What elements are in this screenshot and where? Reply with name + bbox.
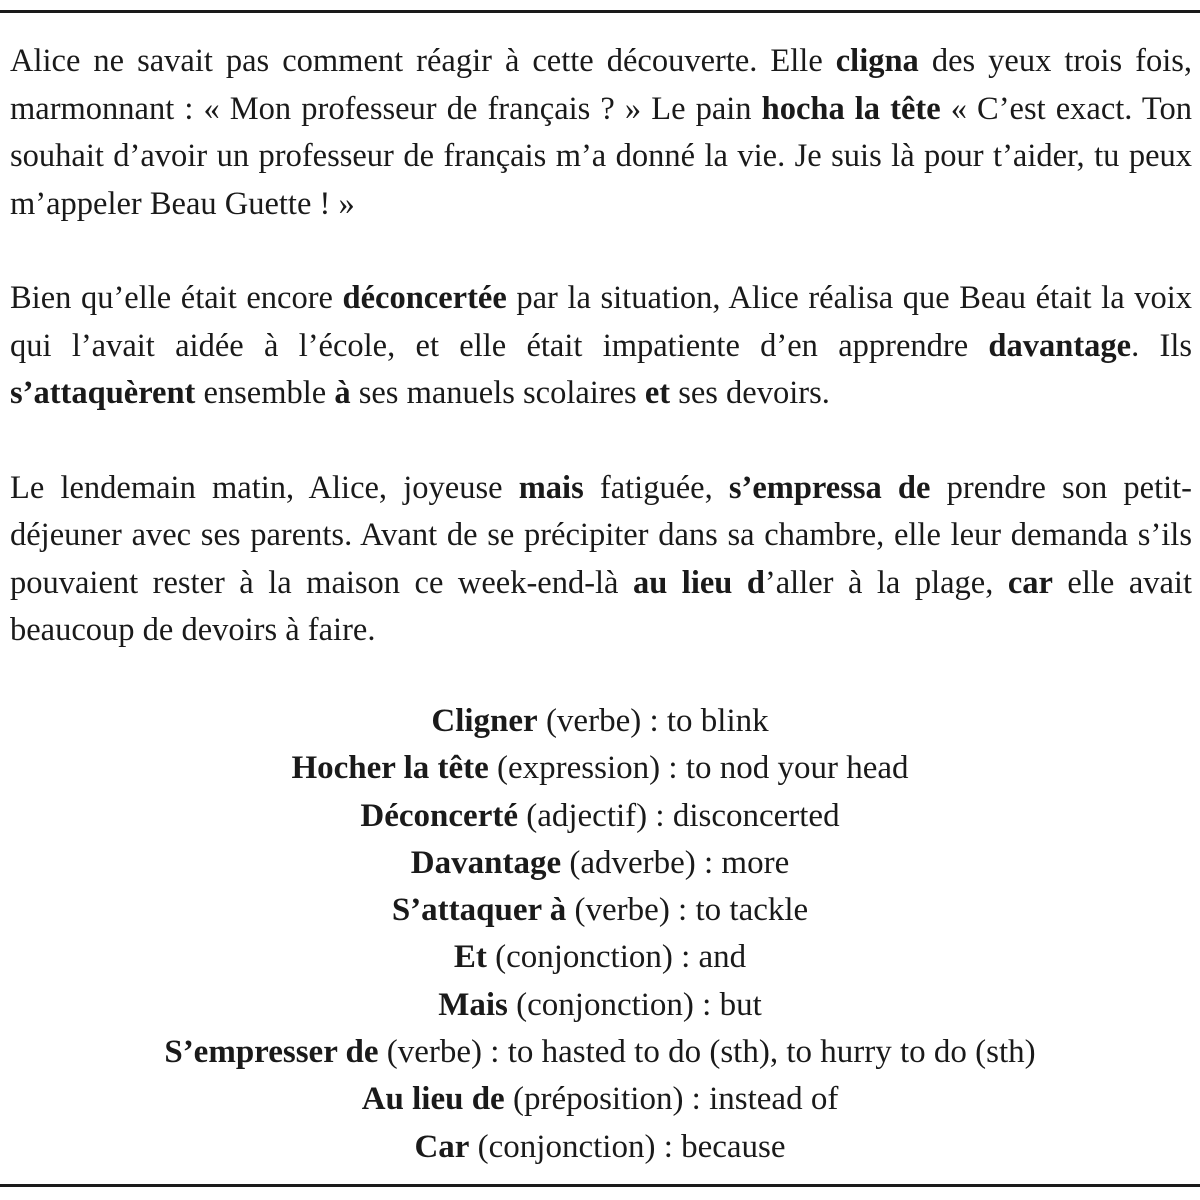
glossary-entry [0, 840, 1200, 887]
glossary-definition: (conjonction) : and [486, 939, 747, 976]
highlighted-vocabulary-word: au lieu d [632, 564, 765, 601]
story-text-run: ses devoirs. [670, 375, 830, 411]
story-text-run: des yeux trois fois, marmonnant : « Mon professeur de français ? » Le pain [10, 43, 1192, 127]
story-text-run: « C’est exact. Ton souhait d’avoir un professeur de français m’a donné la vie. Je suis là pour t’aider, tu peux m’appeler Beau Guette ! » [10, 90, 1192, 222]
glossary-entry [0, 745, 1200, 792]
glossary-term: Mais [438, 986, 508, 1023]
story-text-run: fatiguée, [583, 469, 729, 506]
glossary-definition: (conjonction) : but [507, 986, 762, 1023]
glossary-definition: (préposition) : instead of [504, 1081, 839, 1118]
glossary-definition: (adjectif) : disconcerted [517, 797, 840, 834]
highlighted-vocabulary-word: et [644, 375, 671, 411]
highlighted-vocabulary-word: cligna [835, 43, 919, 79]
glossary-entry [0, 982, 1200, 1029]
glossary-definition: (expression) : to nod your head [488, 750, 909, 787]
highlighted-vocabulary-word: davantage [988, 327, 1132, 364]
story-paragraph-2 [10, 275, 1192, 418]
top-rule [0, 10, 1200, 13]
glossary-entry [0, 793, 1200, 840]
story-paragraph-1 [10, 38, 1192, 228]
glossary-term: Au lieu de [361, 1081, 505, 1118]
glossary-entry [0, 934, 1200, 981]
glossary-term: Cligner [431, 703, 538, 739]
glossary-entry [0, 698, 1200, 745]
highlighted-vocabulary-word: hocha la tête [761, 90, 941, 127]
story-paragraph-3 [10, 465, 1192, 655]
glossary-entry [0, 1076, 1200, 1123]
glossary-definition: (conjonction) : because [469, 1128, 786, 1165]
glossary-entry [0, 1029, 1200, 1076]
story-text-run: par la situation, Alice réalisa que Beau était la voix qui l’avait aidée à l’école, et elle était impatiente d’en apprendre [10, 280, 1192, 364]
vocabulary-glossary [0, 698, 1200, 1171]
story-text-run: elle avait beaucoup de devoirs à faire. [10, 564, 1192, 648]
story-text-run: prendre son petit-déjeuner avec ses parents. Avant de se précipiter dans sa chambre, elle leur demanda s’ils pouvaient rester à la maison ce week-end-là [10, 469, 1192, 601]
glossary-entry [0, 887, 1200, 934]
story-text-run: . Ils [1131, 327, 1192, 364]
story-text-run: ’aller à la plage, [764, 564, 1008, 601]
bottom-rule [0, 1184, 1200, 1187]
highlighted-vocabulary-word: car [1007, 564, 1053, 601]
highlighted-vocabulary-word: à [334, 375, 351, 411]
story-text-run: Le lendemain matin, Alice, joyeuse [10, 469, 519, 506]
glossary-term: S’empresser de [164, 1034, 379, 1071]
highlighted-vocabulary-word: s’empressa de [728, 469, 931, 506]
glossary-term: Et [453, 939, 487, 976]
story-text-run: Alice ne savait pas comment réagir à cette découverte. Elle [10, 43, 836, 79]
story-text-run: ses manuels scolaires [350, 375, 645, 411]
glossary-term: Déconcerté [360, 797, 518, 834]
story-text-run: Bien qu’elle était encore [10, 280, 343, 316]
glossary-definition: (verbe) : to hasted to do (sth), to hurry to do (sth) [378, 1034, 1036, 1071]
glossary-term: Car [414, 1128, 470, 1165]
glossary-definition: (verbe) : to tackle [566, 892, 809, 929]
glossary-term: Hocher la tête [291, 750, 489, 787]
highlighted-vocabulary-word: mais [518, 469, 584, 506]
glossary-entry [0, 1124, 1200, 1171]
glossary-definition: (adverbe) : more [561, 844, 790, 881]
story-text [10, 38, 1192, 702]
glossary-definition: (verbe) : to blink [537, 703, 769, 739]
story-text-run: ensemble [195, 375, 335, 411]
highlighted-vocabulary-word: s’attaquèrent [10, 375, 196, 411]
glossary-term: Davantage [410, 844, 562, 881]
highlighted-vocabulary-word: déconcertée [342, 280, 507, 316]
glossary-term: S’attaquer à [391, 892, 567, 929]
